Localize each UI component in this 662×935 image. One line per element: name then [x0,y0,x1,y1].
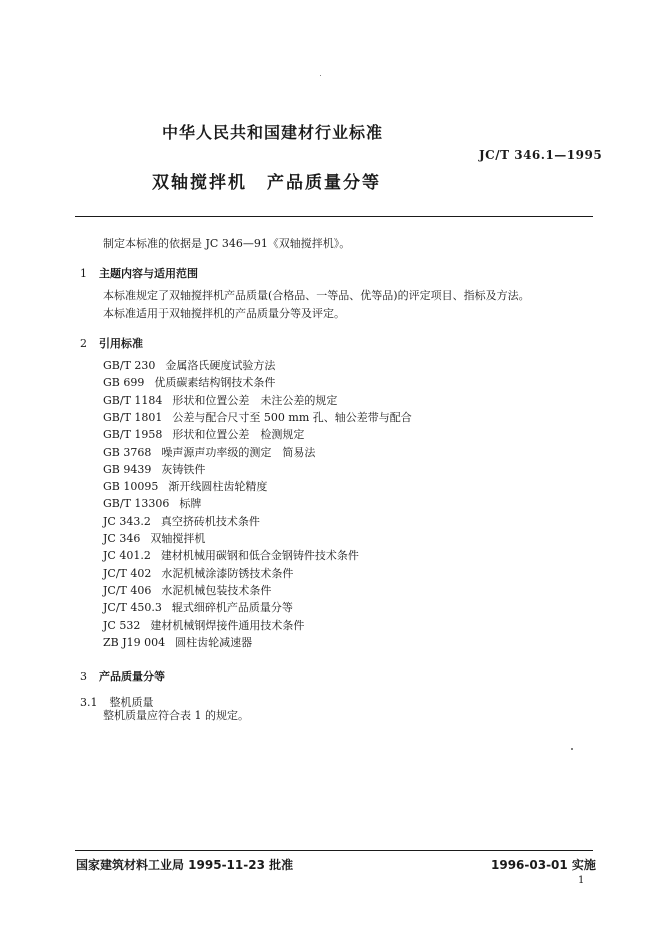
reference-name: 标牌 [179,497,202,511]
reference-item [103,479,267,495]
reference-name: 渐开线圆柱齿轮精度 [168,480,268,494]
title-part-1: 双轴搅拌机 [152,173,247,193]
reference-code: GB 9439 [103,462,152,476]
reference-code: JC/T 450.3 [103,601,162,615]
section-1-heading [80,262,198,281]
reference-code: GB/T 1801 [103,410,163,424]
reference-code: ZB J19 004 [103,635,166,649]
document-title [152,168,381,193]
reference-name: 水泥机械包装技术条件 [161,583,272,597]
reference-name: 金属洛氏硬度试验方法 [165,359,276,372]
reference-name: 建材机械用碳钢和低合金钢铸件技术条件 [160,549,359,563]
subsection-3-1-title: 整机质量 [109,696,154,709]
reference-name: 形状和位置公差 检测规定 [172,428,305,442]
subsection-3-1-text: 整机质量应符合表 1 的规定。 [103,709,249,722]
reference-name: 优质碳素结构钢技术条件 [154,376,276,390]
title-part-2: 产品质量分等 [267,173,381,193]
reference-code: GB/T 230 [103,359,156,372]
standard-code: JC/T 346.1—1995 [479,148,603,162]
reference-name: 灰铸铁件 [161,462,206,476]
reference-code: GB/T 1184 [103,393,163,407]
reference-code: JC/T 406 [103,583,152,597]
reference-code: GB 699 [103,376,145,390]
reference-code: JC 346 [103,532,141,545]
scan-speck [571,748,573,750]
section-1-para-1: 本标准规定了双轴搅拌机产品质量(合格品、一等品、优等品)的评定项目、指标及方法。 [103,289,530,302]
reference-item [103,393,337,409]
section-2-title: 引用标准 [99,337,143,350]
reference-item [103,410,412,426]
header-rule [75,216,593,217]
reference-item [103,635,252,651]
section-3-number: 3 [80,670,87,683]
reference-name: 真空挤砖机技术条件 [160,514,260,528]
section-3-heading [80,665,165,684]
section-1-title: 主题内容与适用范围 [99,267,198,280]
reference-code: JC 343.2 [103,514,151,528]
reference-name: 建材机械钢焊接件通用技术条件 [150,618,305,632]
reference-name: 噪声源声功率级的测定 简易法 [161,445,316,459]
reference-code: JC 401.2 [103,549,151,563]
section-1-para-2: 本标准适用于双轴搅拌机的产品质量分等及评定。 [103,307,345,320]
reference-item [103,618,304,634]
effective-date: 1996-03-01 实施 [491,858,596,872]
org-title: 中华人民共和国建材行业标准 [162,123,384,142]
intro-text: 制定本标准的依据是 JC 346—91《双轴搅拌机》。 [103,237,351,250]
footer-rule [75,850,593,851]
reference-code: JC/T 402 [103,566,152,580]
reference-item [103,427,304,443]
reference-name: 圆柱齿轮减速器 [175,635,253,649]
reference-name: 水泥机械涂漆防锈技术条件 [161,566,294,580]
reference-item [103,375,275,391]
scan-speck [320,75,321,76]
reference-name: 形状和位置公差 未注公差的规定 [172,393,338,407]
reference-name: 公差与配合尺寸至 500 mm 孔、轴公差带与配合 [172,410,412,424]
section-2-heading [80,332,143,351]
reference-code: JC 532 [103,618,141,632]
reference-item [103,600,293,616]
reference-item [103,445,315,461]
reference-code: GB/T 1958 [103,428,163,442]
reference-name: 辊式细碎机产品质量分等 [171,601,293,615]
reference-code: GB 3768 [103,445,152,459]
reference-code: GB 10095 [103,480,159,494]
reference-item [103,358,275,374]
reference-item [103,566,293,582]
reference-item [103,531,205,547]
approval-line: 国家建筑材料工业局 1995-11-23 批准 [76,858,294,872]
reference-item [103,462,205,478]
page-number: 1 [578,875,585,886]
section-2-number: 2 [80,337,87,350]
reference-item [103,548,359,564]
reference-code: GB/T 13306 [103,497,170,511]
subsection-3-1-number: 3.1 [80,696,98,709]
reference-item [103,514,260,530]
reference-item [103,496,201,512]
reference-item [103,583,271,599]
section-1-number: 1 [80,267,87,280]
reference-name: 双轴搅拌机 [150,532,206,545]
section-3-title: 产品质量分等 [99,670,165,683]
